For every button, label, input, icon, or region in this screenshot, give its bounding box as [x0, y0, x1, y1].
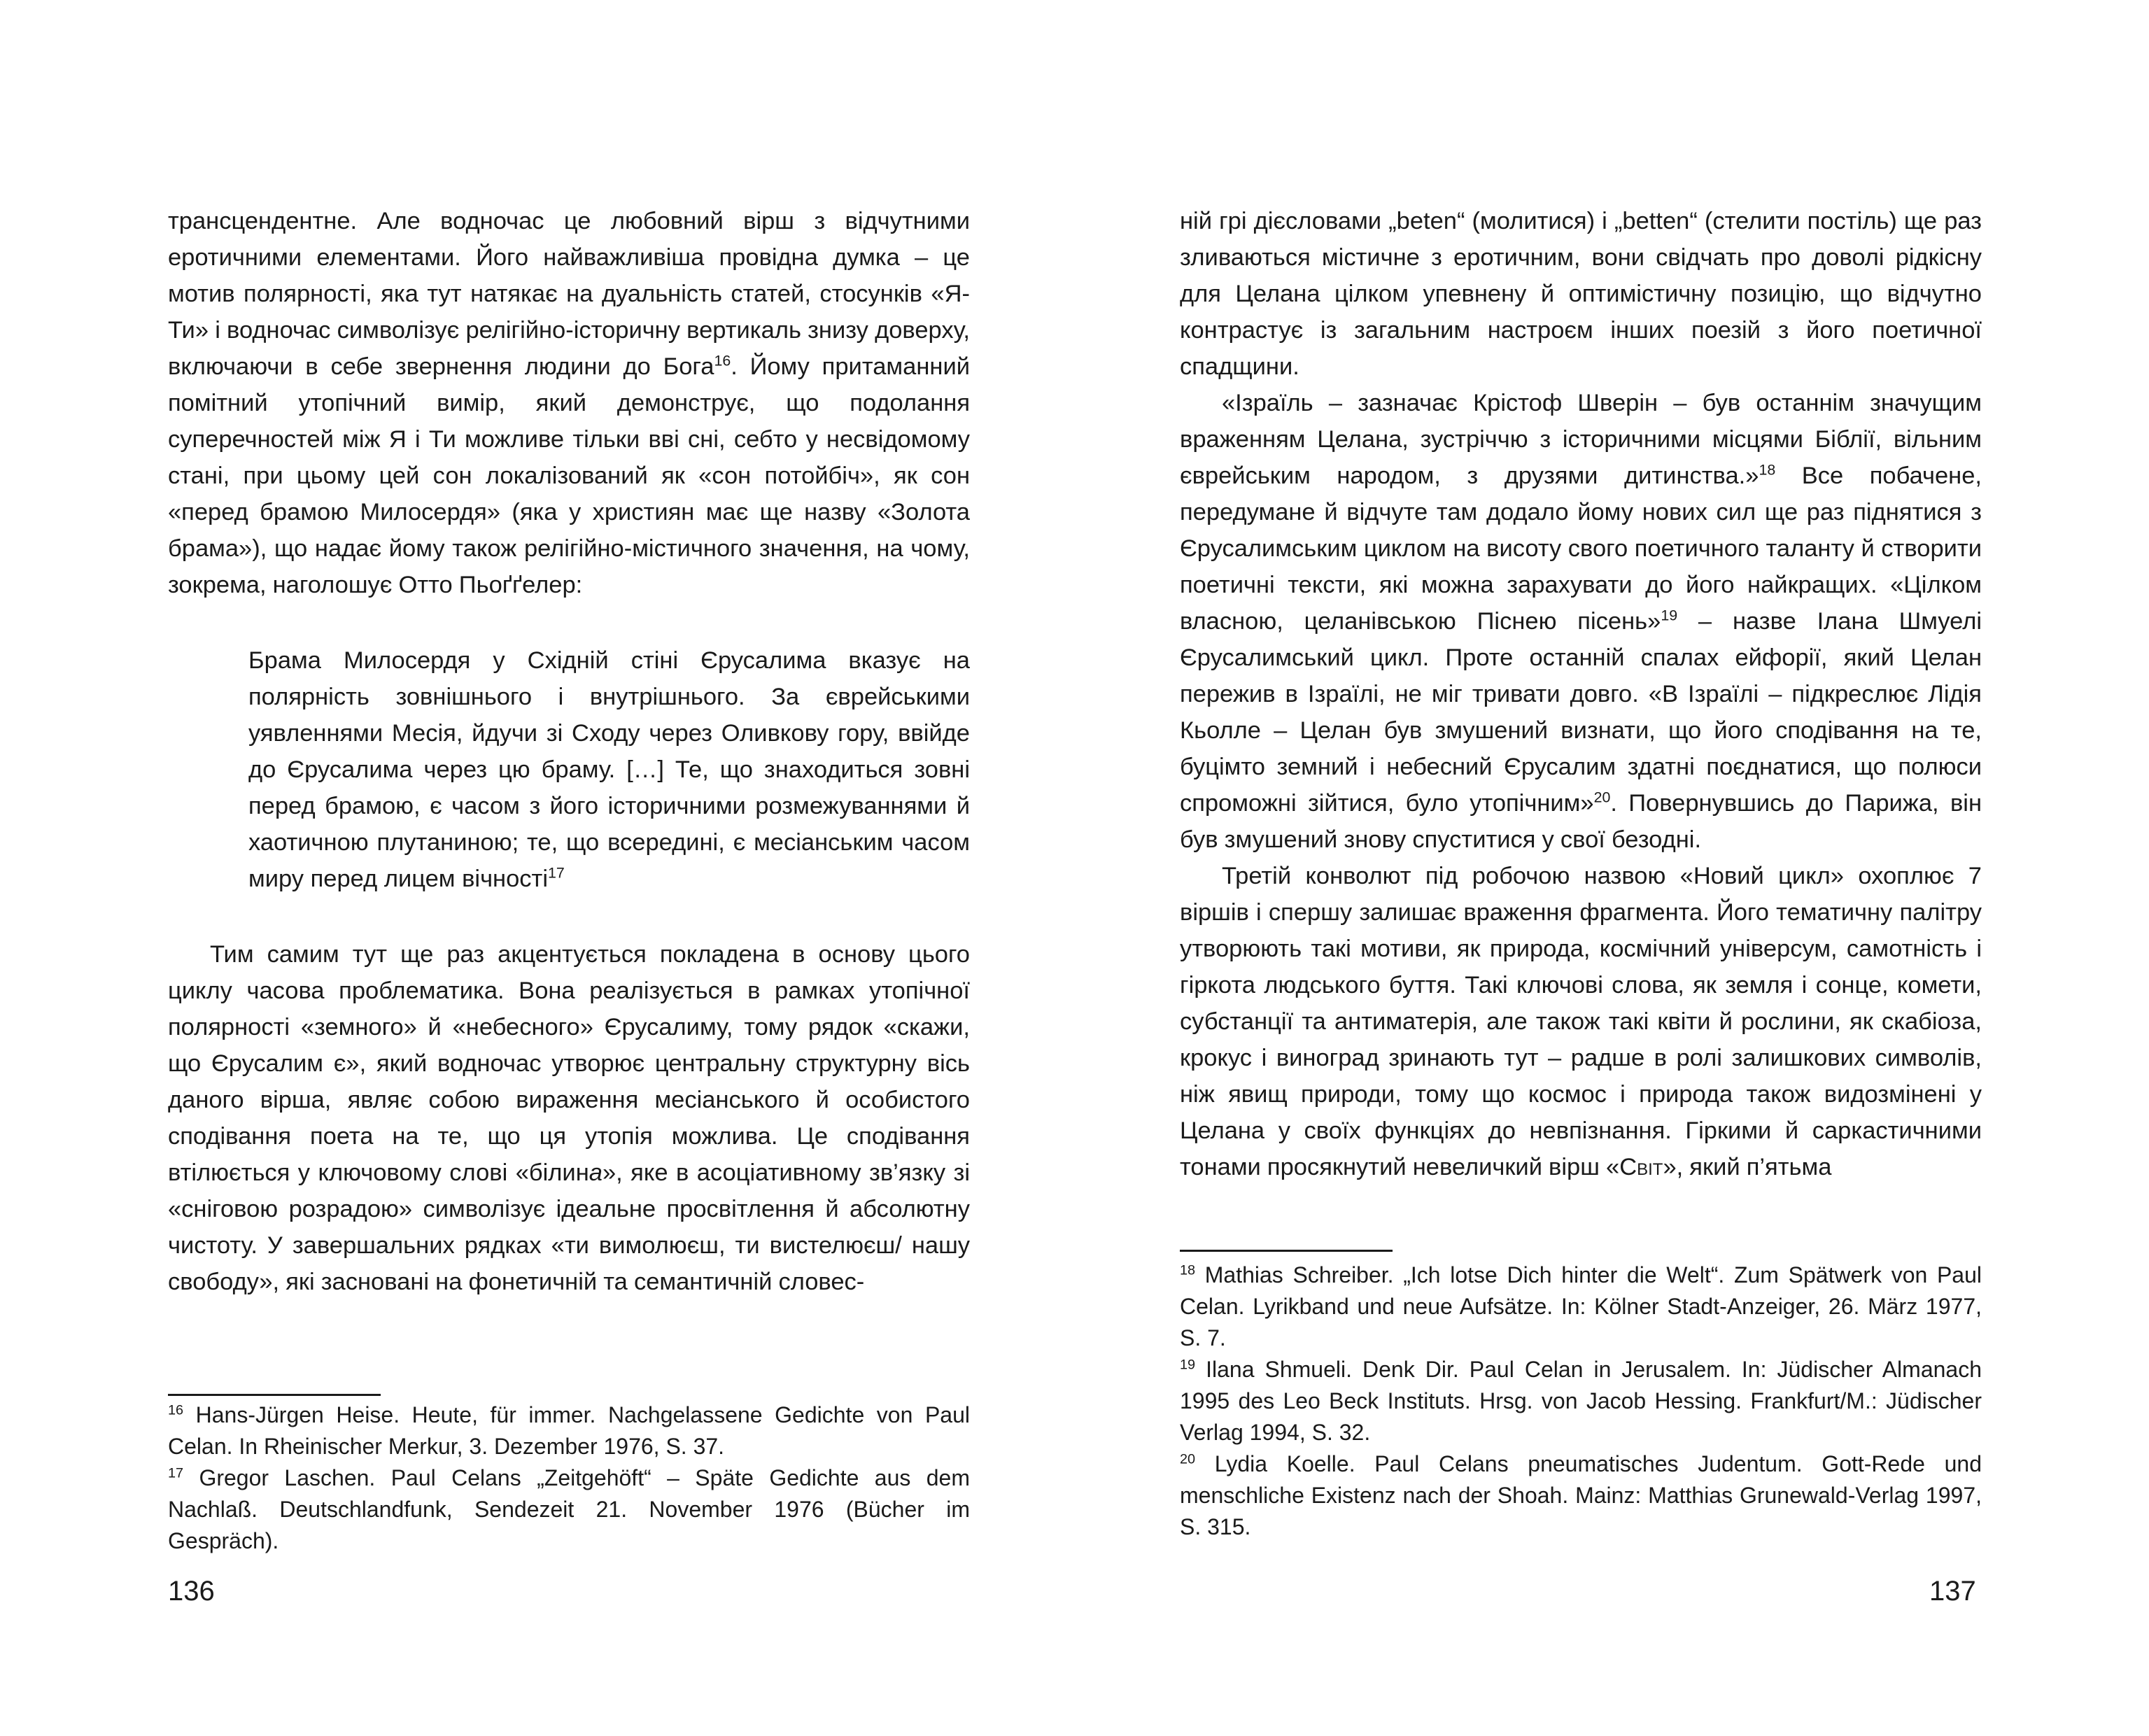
- footnote-20: $^{20}$ Lydia Koelle. Paul Celans pneumatisches Judentum. Gott-Rede und menschliche Existenz nach der Shoah. Mainz: Matthias Grunewald-Verlag 1997, S. 315.: [1180, 1451, 1982, 1539]
- right-body-text: [1180, 203, 1982, 1185]
- right-paragraph-2: «Ізраїль – зазначає Крістоф Шверін – був останнім значущим враженням Целана, зустріччю з історичними місцями Біблії, вільним єврейським народом, з друзями дитинства.»$^{18}$ Все побачене, передумане й відчуте там додало йому нових сил ще раз піднятися з Єрусалимським циклом на висоту свого поетичного таланту й створити поетичні тексти, які можна зарахувати до його найкращих. «Цілком власною, целанівською Піснею пісень»$^{19}$ – назве Ілана Шмуелі Єрусалимський цикл. Проте останній спалах ейфорії, який Целан пережив в Ізраїлі, не міг тривати довго. «В Ізраїлі – підкреслює Лідія Кьолле – Целан був змушений визнати, що його сподівання на те, буцімто земний і небесний Єрусалим здатні поєднатися, що полюси спроможні зійтися, було утопічним»$^{20}$. Повернувшись до Парижа, він був змушений знову спуститися у свої безодні.: [1180, 390, 1982, 853]
- footnote-divider: [168, 1394, 381, 1396]
- page-number-left: 136: [168, 1576, 215, 1607]
- right-footnotes: [1180, 1259, 1982, 1543]
- poem-title: Світ: [1619, 1154, 1663, 1180]
- footnote-ref-19[interactable]: 19: [1661, 607, 1678, 624]
- left-paragraph-2: Тим самим тут ще раз акцентується покладена в основу цього циклу часова проблематика. Вона реалізується в рамках утопічної полярності «земного» й «небесного» Єрусалиму, тому рядок «скажи, що Єрусалим є», який водночас утворює центральну структурну вісь даного вірша, являє собою вираження месіанського й особистого сподівання поета на те, що ця утопія можлива. Це сподівання втілюється у ключовому слові «білина», яке в асоціативному зв’язку зі «сніговою розрадою» символізує ідеальне просвітлення й абсолютну чистоту. У завершальних рядках «ти вимолюєш, ти вистелюєш/ нашу свободу», які засновані на фонетичній та семантичній словес-: [168, 941, 970, 1295]
- right-page: [1074, 0, 2149, 1736]
- footnote-ref-18[interactable]: 18: [1759, 461, 1776, 479]
- left-paragraph-1: трансцендентне. Але водночас це любовний вірш з відчутними еротичними елементами. Його найважливіша провідна думка – це мотив полярності, яка тут натякає на дуальність статей, стосунків «Я-Ти» і водночас символізує релігійно-історичну вертикаль знизу доверху, включаючи в себе звернення людини до Бога$^{16}$. Йому притаманний помітний утопічний вимір, який демонструє, що подолання суперечностей між Я і Ти можливе тільки вві сні, себто у несвідомому стані, при цьому цей сон локалізований як «сон потойбіч», як сон «перед брамою Милосердя» (яка у християн має ще назву «Золота брама»), що надає йому також релігійно-містичного значення, на чому, зокрема, наголошує Отто Пьоґґелер:: [168, 208, 970, 598]
- footnote-19: $^{19}$ Ilana Shmueli. Denk Dir. Paul Celan in Jerusalem. In: Jüdischer Almanach 1995 des Leo Beck Instituts. Hrsg. von Jacob Hessing. Frankfurt/M.: Jüdischer Verlag 1994, S. 32.: [1180, 1357, 1982, 1445]
- footnote-divider: [1180, 1250, 1393, 1252]
- left-page: [0, 0, 1074, 1736]
- footnote-17: $^{17}$ Gregor Laschen. Paul Celans „Zeitgehöft“ – Späte Gedichte aus dem Nachlaß. Deutschlandfunk, Sendezeit 21. November 1976 (Bücher im Gespräch).: [168, 1465, 971, 1553]
- block-quote: Брама Милосердя у Східній стіні Єрусалима вказує на полярність зовнішнього і внутрішнього. За єврейськими уявленнями Месія, йдучи зі Сходу через Оливкову гору, ввійде до Єрусалима через цю браму. […] Те, що знаходиться зовні перед брамою, є часом з його історичними розмежуваннями й хаотичною плутаниною; те, що всередині, є месіанським часом миру перед лицем вічності$^{17}$: [248, 647, 970, 892]
- footnote-16: $^{16}$ Hans-Jürgen Heise. Heute, für immer. Nachgelassene Gedichte von Paul Celan. In Rheinischer Merkur, 3. Dezember 1976, S. 37.: [168, 1402, 971, 1459]
- footnote-ref-20[interactable]: 20: [1593, 789, 1611, 806]
- footnote-ref-16[interactable]: 16: [714, 352, 731, 369]
- right-paragraph-3: Третій конволют під робочою назвою «Новий цикл» охоплює 7 віршів і спершу залишає враження фрагмента. Його тематичну палітру утворюють такі мотиви, як природа, космічний універсум, самотність і гіркота людського буття. Такі ключові слова, як земля і сонце, комети, субстанції та антиматерія, але також такі квіти й рослини, як скабіоза, крокус і виноград зринають тут – радше в ролі залишкових символів, ніж явищ природи, тому що космос і природа також видозмінені у Целана у своїх функціях до невпізнання. Гіркими й саркастичними тонами просякнутий невеличкий вірш «Світ», який п’ятьма: [1180, 863, 1982, 1180]
- footnote-ref-17[interactable]: 17: [548, 864, 565, 882]
- left-footnotes: [168, 1399, 970, 1557]
- left-body-text: [168, 203, 970, 1300]
- right-paragraph-1: ній грі дієсловами „beten“ (молитися) і „betten“ (стелити постіль) ще раз зливаються містичне з еротичним, вони свідчать про доволі рідкісну для Целана цілком упевнену й оптимістичну позицію, що відчутно контрастує із загальним настроєм інших поезій з його поетичної спадщини.: [1180, 208, 1982, 380]
- page-number-right: 137: [1929, 1576, 1976, 1607]
- footnote-18: $^{18}$ Mathias Schreiber. „Ich lotse Dich hinter die Welt“. Zum Spätwerk von Paul Celan. Lyrikband und neue Aufsätze. In: Kölner Stadt-Anzeiger, 26. März 1977, S. 7.: [1180, 1262, 1982, 1350]
